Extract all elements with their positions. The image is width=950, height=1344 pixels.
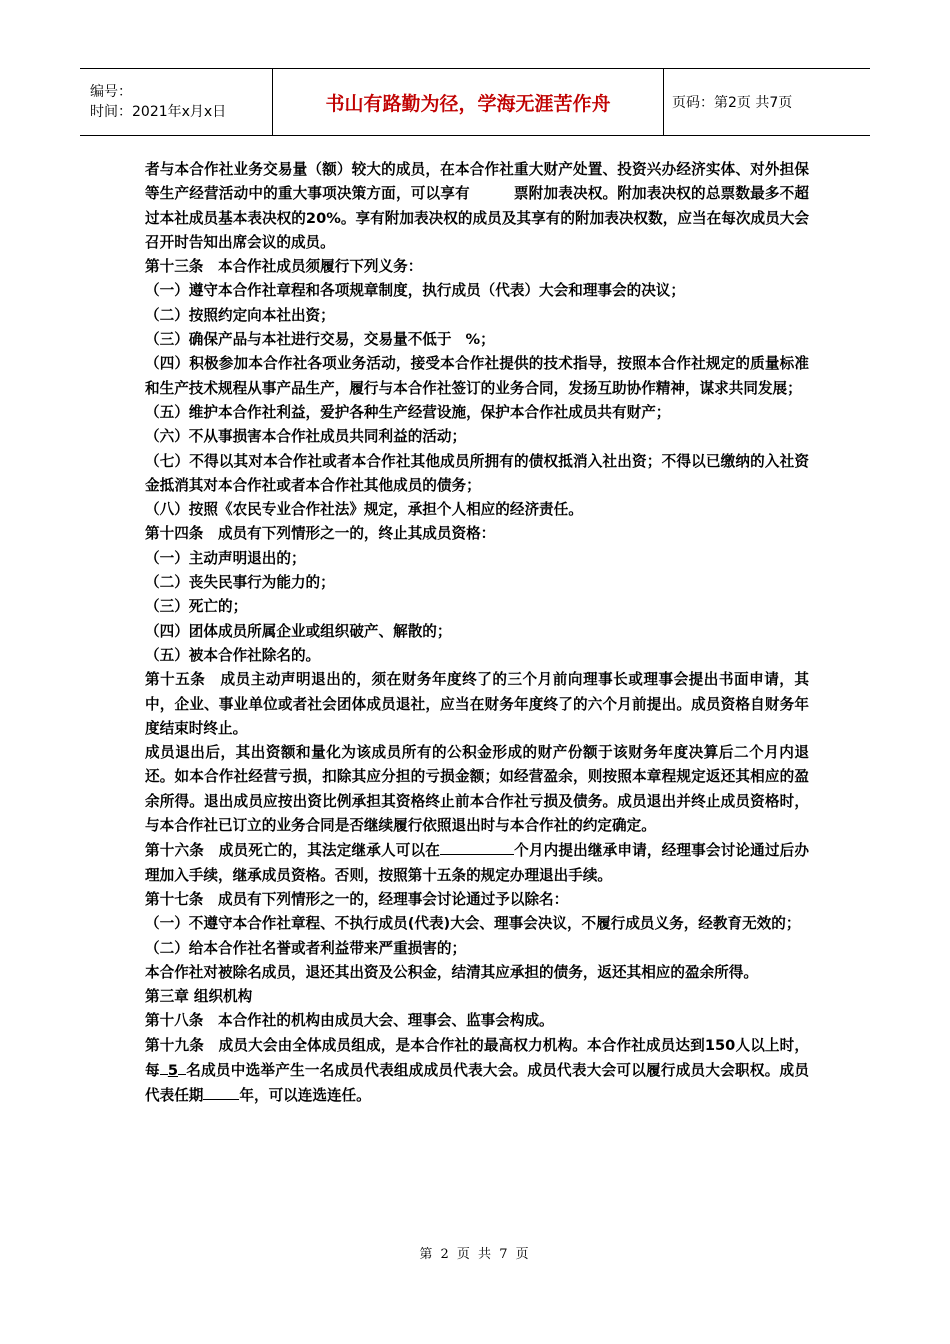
- paragraph-text: 第十六条 成员死亡的，其法定继承人可以在: [145, 842, 440, 860]
- document-date-label: 时间：2021年x月x日: [90, 104, 227, 120]
- paragraph-text: 者与本合作社业务交易量（额）较大的成员，在本合作社重大财产处置、投资兴办经济实体、对外担保等生产经营活动中的重大事项决策方面，可以享有: [145, 161, 809, 203]
- list-item: （八）按照《农民专业合作社法》规定，承担个人相应的经济责任。: [145, 501, 583, 519]
- fill-in-blank: [160, 1058, 168, 1075]
- paragraph-text: 年，可以连选连任。: [239, 1087, 371, 1105]
- list-item: （一）不遵守本合作社章程、不执行成员(代表)大会、理事会决议，不履行成员义务，经教育无效的；: [145, 915, 801, 933]
- list-item: （二）给本合作社名誉或者利益带来严重损害的；: [145, 939, 467, 957]
- paragraph: [145, 158, 809, 255]
- header-meta-cell: [80, 69, 273, 136]
- list-item: （六）不从事损害本合作社成员共同利益的活动；: [145, 428, 467, 446]
- document-number-label: 编号：: [90, 84, 132, 100]
- article-paragraph: 成员退出后，其出资额和量化为该成员所有的公积金形成的财产份额于该财务年度决算后二个月内退还。如本合作社经营亏损，扣除其应分担的亏损金额；如经营盈余，则按照本章程规定返还其相应的盈余所得。退出成员应按出资比例承担其资格终止前本合作社亏损及债务。成员退出并终止成员资格时，与本合作社已订立的业务合同是否继续履行依照退出时与本合作社的约定确定。: [145, 744, 809, 835]
- paragraph-text: （三）确保产品与本社进行交易，交易量不低于: [145, 331, 452, 349]
- list-item: （四）积极参加本合作社各项业务活动，接受本合作社提供的技术指导，按照本合作社规定的质量标准和生产技术规程从事产品生产，履行与本合作社签订的业务合同，发扬互助协作精神，谋求共同发展；: [145, 355, 809, 397]
- article-heading: 第十三条 本合作社成员须履行下列义务：: [145, 258, 423, 276]
- header-page-info: 页码：第2页 共7页: [664, 69, 871, 136]
- header-motto: 书山有路勤为径，学海无涯苦作舟: [273, 69, 664, 136]
- list-item: （三）死亡的；: [145, 598, 248, 616]
- article-paragraph: 本合作社对被除名成员，退还其出资及公积金，结清其应承担的债务，返还其相应的盈余所得。: [145, 963, 758, 981]
- paragraph-text: 个月内提出继承申请，经理事会讨论通过后办理加入手续，继承成员资格。否则，按照第十五条的规定办理退出手续。: [145, 842, 809, 884]
- article-heading: 第十四条 成员有下列情形之一的，终止其成员资格：: [145, 525, 496, 543]
- article-paragraph: 第十五条 成员主动声明退出的，须在财务年度终了的三个月前向理事长或理事会提出书面申请，其中，企业、事业单位或者社会团体成员退社，应当在财务年度终了的六个月前提出。成员资格自财务年度结束时终止。: [145, 671, 809, 737]
- list-item: （一）主动声明退出的；: [145, 549, 306, 567]
- list-item: （五）被本合作社除名的。: [145, 646, 321, 664]
- paragraph-text: 名成员中选举产生一名成员代表组成成员代表大会。成员代表大会可以履行成员大会职权。成员代表任期: [145, 1061, 809, 1105]
- document-body: [145, 158, 809, 1109]
- paragraph-text: %；: [465, 331, 495, 349]
- list-item: （二）丧失民事行为能力的；: [145, 574, 335, 592]
- list-item: （七）不得以其对本合作社或者本合作社其他成员所拥有的债权抵消入社出资；不得以已缴纳的入社资金抵消其对本合作社或者本合作社其他成员的债务；: [145, 452, 809, 494]
- list-item: （五）维护本合作社利益，爱护各种生产经营设施，保护本合作社成员共有财产；: [145, 403, 671, 421]
- article-heading: 第十七条 成员有下列情形之一的，经理事会讨论通过予以除名：: [145, 890, 569, 908]
- list-item: [145, 328, 809, 352]
- page-footer: 第 2 页 共 7 页: [419, 1247, 531, 1262]
- chapter-heading: 第三章 组织机构: [145, 988, 253, 1006]
- fill-in-blank: [178, 1058, 186, 1075]
- list-item: （二）按照约定向本社出资；: [145, 306, 335, 324]
- underlined-value: 5: [167, 1061, 178, 1079]
- list-item: （一）遵守本合作社章程和各项规章制度，执行成员（代表）大会和理事会的决议；: [145, 282, 685, 300]
- article-paragraph: [145, 838, 809, 888]
- page-header: [80, 68, 870, 136]
- fill-in-blank: [203, 1083, 239, 1100]
- paragraph-text: 票附加表决权。附加表决权的总票数最多不超过本社成员基本表决权的20%。享有附加表决权的成员及其享有的附加表决权数，应当在每次成员大会召开时告知出席会议的成员。: [145, 185, 809, 251]
- article-paragraph: [145, 1034, 809, 1109]
- list-item: （四）团体成员所属企业或组织破产、解散的；: [145, 622, 452, 640]
- fill-in-blank: [440, 838, 514, 855]
- article-paragraph: 第十八条 本合作社的机构由成员大会、理事会、监事会构成。: [145, 1012, 554, 1030]
- paragraph-text: 第十九条 成员大会由全体成员组成，是本合作社的最高权力机构。本合作社成员达到150人以上时，每: [145, 1036, 809, 1079]
